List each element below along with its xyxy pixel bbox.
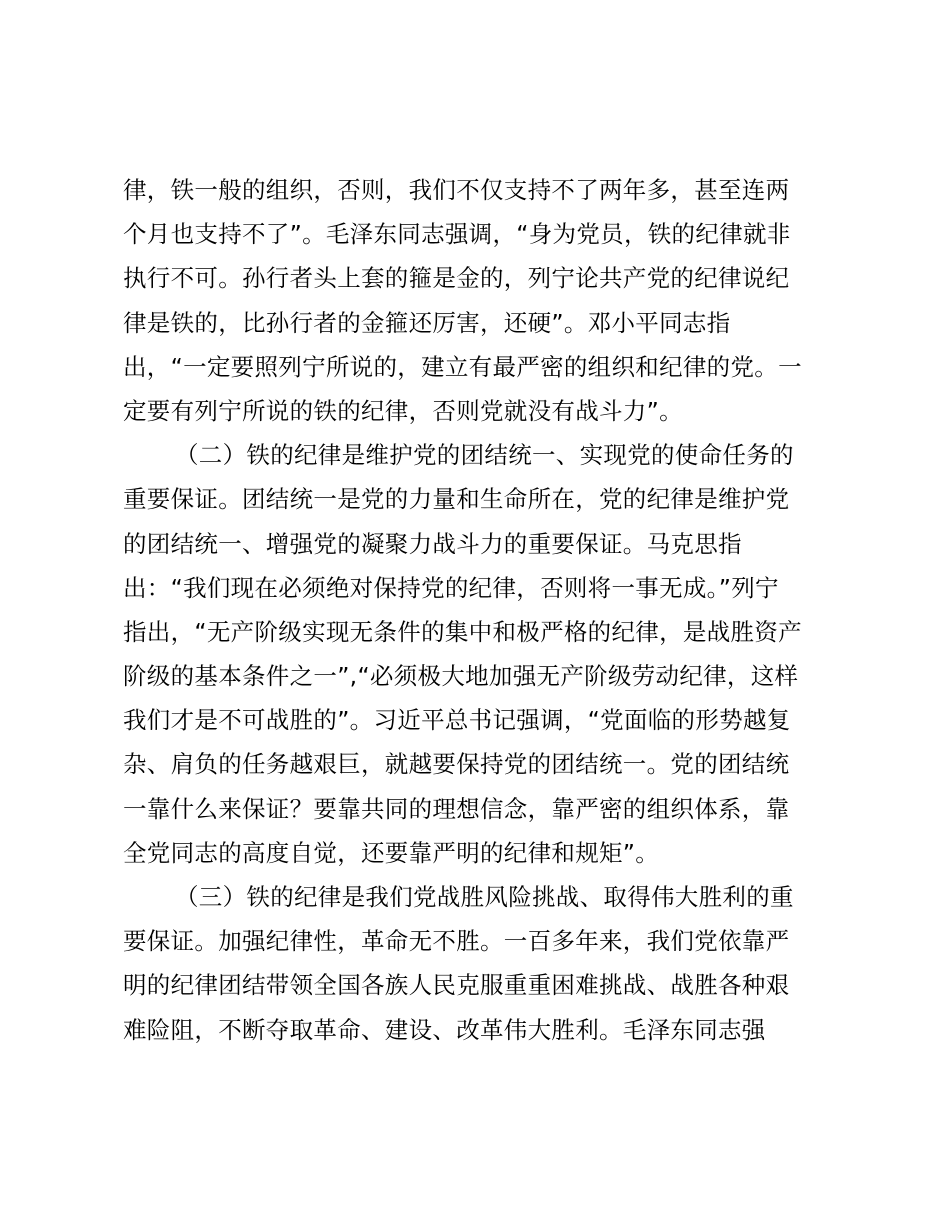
text-line: 出，“一定要照列宁所说的，建立有最严密的组织和纪律的党。一 — [123, 352, 802, 381]
text-line: 的团结统一、增强党的凝聚力战斗力的重要保证。马克思指 — [123, 529, 742, 558]
text-line: 律，铁一般的组织，否则，我们不仅支持不了两年多，甚至连两 — [123, 176, 790, 204]
text-line: 指出，“无产阶级实现无条件的集中和极严格的纪律，是战胜资产 — [123, 617, 802, 646]
text-line: 阶级的基本条件之一”,“必须极大地加强无产阶级劳动纪律，这样 — [123, 662, 799, 691]
text-line: 个月也支持不了”。毛泽东同志强调，“身为党员，铁的纪律就非 — [123, 220, 791, 249]
text-line: 要保证。加强纪律性，革命无不胜。一百多年来，我们党依靠严 — [123, 927, 790, 956]
text-line: 杂、肩负的任务越艰巨，就越要保持党的团结统一。党的团结统 — [123, 750, 790, 779]
text-line: 明的纪律团结带领全国各族人民克服重重困难挑战、战胜各种艰 — [123, 971, 790, 1000]
text-line: 出：“我们现在必须绝对保持党的纪律，否则将一事无成。”列宁 — [123, 573, 779, 602]
text-line: 全党同志的高度自觉，还要靠严明的纪律和规矩”。 — [123, 838, 660, 867]
text-line: 难险阻，不断夺取革命、建设、改革伟大胜利。毛泽东同志强 — [123, 1015, 766, 1044]
document-body — [123, 168, 838, 1052]
text-line: 我们才是不可战胜的”。习近平总书记强调，“党面临的形势越复 — [123, 706, 791, 735]
text-line: 重要保证。团结统一是党的力量和生命所在，党的纪律是维护党 — [123, 485, 790, 514]
section-heading-line: （二）铁的纪律是维护党的团结统一、实现党的使命任务的 — [175, 441, 794, 470]
text-line: 执行不可。孙行者头上套的箍是金的，列宁论共产党的纪律说纪 — [123, 264, 790, 293]
section-heading-line: （三）铁的纪律是我们党战胜风险挑战、取得伟大胜利的重 — [175, 883, 794, 911]
text-line: 一靠什么来保证？要靠共同的理想信念，靠严密的组织体系，靠 — [123, 794, 790, 823]
text-line: 律是铁的，比孙行者的金箍还厉害，还硬”。邓小平同志指 — [123, 308, 731, 337]
text-line: 定要有列宁所说的铁的纪律，否则党就没有战斗力”。 — [123, 396, 683, 425]
